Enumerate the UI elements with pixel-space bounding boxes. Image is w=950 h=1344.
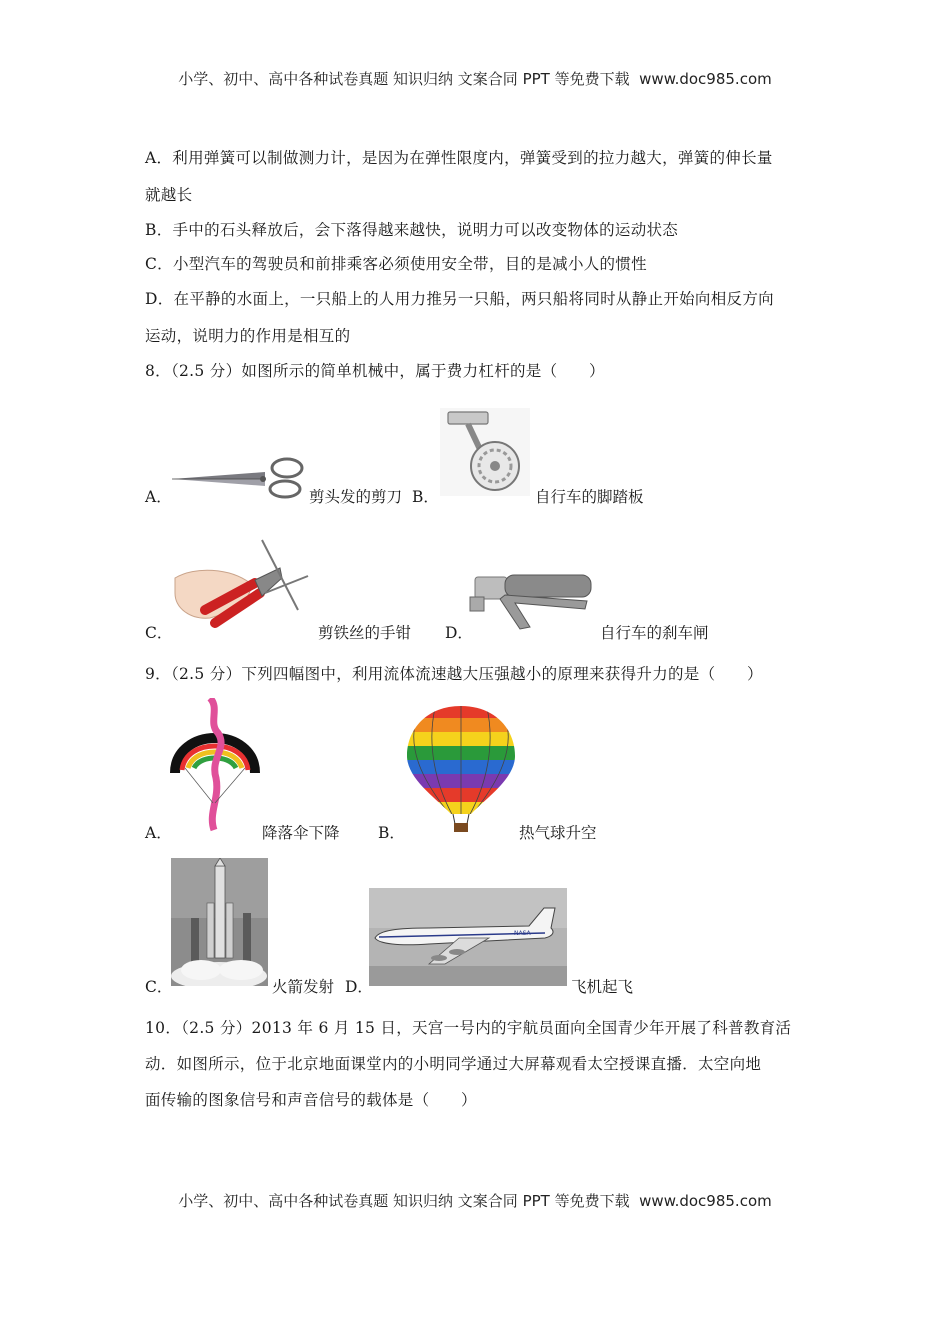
- q9-option-c-text: 火箭发射: [272, 978, 335, 996]
- scissors-image: [170, 455, 305, 500]
- airplane-image: [369, 888, 567, 986]
- q9-option-d-text: 飞机起飞: [571, 978, 634, 996]
- q8-option-c-text: 剪铁丝的手钳: [318, 624, 412, 642]
- q8-option-a-text: 剪头发的剪刀: [309, 488, 403, 506]
- q9-option-a-letter: A．: [145, 824, 172, 842]
- q8-option-a-letter: A．: [145, 488, 172, 506]
- q8-option-b-letter: B．: [412, 488, 439, 506]
- q9-option-a-text: 降落伞下降: [262, 824, 340, 842]
- q8-option-d-text: 自行车的刹车闸: [600, 624, 709, 642]
- footer-text: 小学、初中、高中各种试卷真题 知识归纳 文案合同 PPT 等免费下载: [178, 1192, 630, 1210]
- header-site: www.doc985.com: [639, 70, 772, 88]
- q8-option-c-letter: C．: [145, 624, 173, 642]
- rocket-launch-image: [171, 858, 268, 986]
- page-footer: [0, 1190, 950, 1211]
- brake-lever-image: [465, 567, 595, 637]
- q10-stem-line3: 面传输的图象信号和声音信号的载体是（ ）: [145, 1091, 477, 1109]
- q10-stem-line2: 动．如图所示，位于北京地面课堂内的小明同学通过大屏幕观看太空授课直播．太空向地: [145, 1055, 762, 1073]
- q7-option-d-line1: D．在平静的水面上，一只船上的人用力推另一只船，两只船将同时从静止开始向相反方向: [145, 290, 774, 308]
- parachute-image: [170, 698, 260, 833]
- q9-option-d-letter: D．: [345, 978, 373, 996]
- header-text: 小学、初中、高中各种试卷真题 知识归纳 文案合同 PPT 等免费下载: [178, 70, 630, 88]
- q7-option-d-line2: 运动，说明力的作用是相互的: [145, 327, 351, 345]
- q7-option-b: B．手中的石头释放后，会下落得越来越快，说明力可以改变物体的运动状态: [145, 221, 679, 239]
- q7-option-a-line1: A．利用弹簧可以制做测力计，是因为在弹性限度内，弹簧受到的拉力越大，弹簧的伸长量: [145, 149, 773, 167]
- q9-stem: 9．（2.5 分）下列四幅图中，利用流体流速越大压强越小的原理来获得升力的是（ ）: [145, 665, 763, 683]
- footer-site: www.doc985.com: [639, 1192, 772, 1210]
- pliers-image: [170, 538, 310, 640]
- q8-option-d-letter: D．: [445, 624, 473, 642]
- q8-stem: 8．（2.5 分）如图所示的简单机械中，属于费力杠杆的是（ ）: [145, 362, 605, 380]
- q10-stem-line1: 10．（2.5 分）2013 年 6 月 15 日，天宫一号内的宇航员面向全国青少年开展了科普教育活: [145, 1019, 792, 1037]
- q7-option-a-line2: 就越长: [145, 186, 193, 204]
- page-header: [0, 68, 950, 89]
- q7-option-c: C．小型汽车的驾驶员和前排乘客必须使用安全带，目的是减小人的惯性: [145, 255, 647, 273]
- q8-option-b-text: 自行车的脚踏板: [535, 488, 644, 506]
- hot-air-balloon-image: [405, 704, 517, 834]
- bicycle-pedal-image: [440, 408, 530, 496]
- nasa-logo: NASA: [514, 930, 531, 937]
- q9-option-c-letter: C．: [145, 978, 173, 996]
- q9-option-b-letter: B．: [378, 824, 405, 842]
- q9-option-b-text: 热气球升空: [519, 824, 597, 842]
